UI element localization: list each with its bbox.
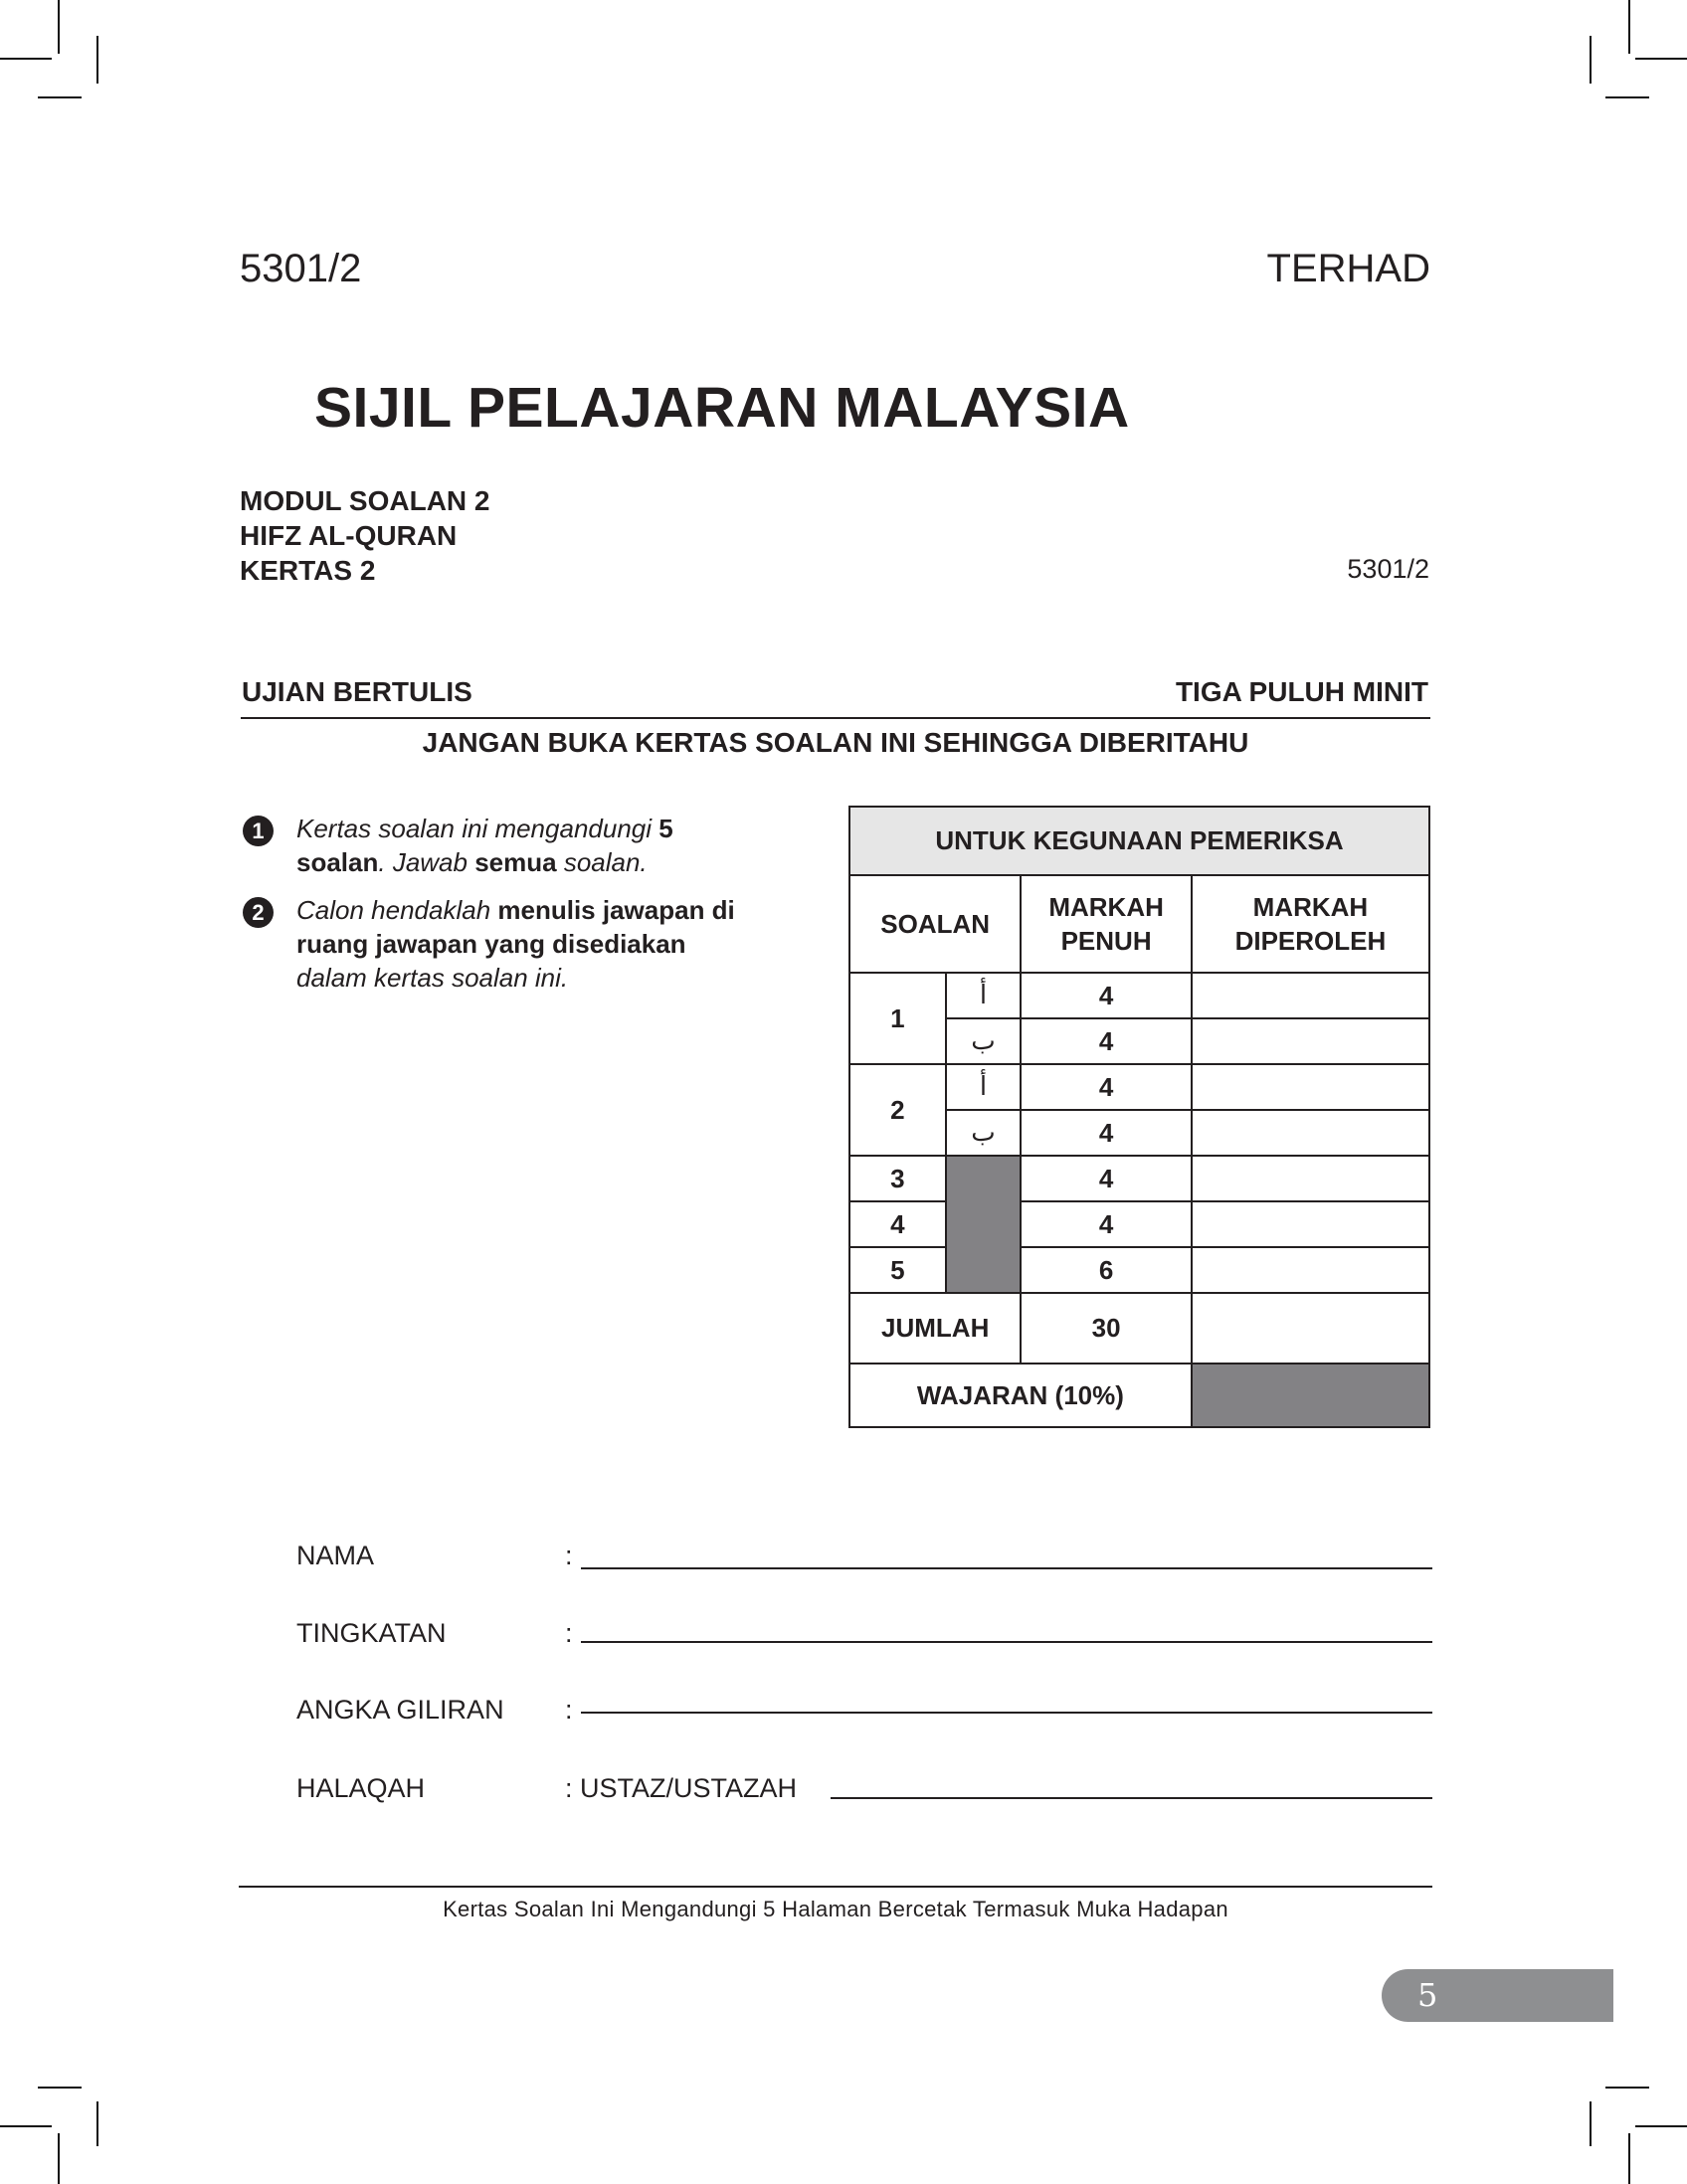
number-1-icon: 1: [243, 816, 274, 846]
halaqah-field[interactable]: [831, 1797, 1432, 1799]
crop-mark: [0, 58, 52, 60]
crop-mark: [58, 2133, 60, 2184]
paper-code: 5301/2: [240, 247, 362, 290]
full-marks: 4: [1021, 1018, 1191, 1064]
crop-mark: [1635, 58, 1687, 60]
obtained-marks-cell[interactable]: [1192, 1110, 1429, 1156]
crop-mark: [96, 36, 98, 84]
paper-line: KERTAS 2: [240, 555, 376, 586]
table-row: [849, 973, 1429, 1018]
full-marks: 6: [1021, 1247, 1191, 1293]
footer-note: Kertas Soalan Ini Mengandungi 5 Halaman Bercetak Termasuk Muka Hadapan: [443, 1897, 1228, 1921]
crop-mark: [1628, 2133, 1630, 2184]
crop-mark: [1590, 36, 1592, 84]
weight-label: WAJARAN (10%): [849, 1364, 1192, 1427]
question-number: 4: [849, 1201, 946, 1247]
exam-type: UJIAN BERTULIS: [242, 676, 472, 707]
page-title: SIJIL PELAJARAN MALAYSIA: [314, 376, 1130, 440]
instructions: [241, 812, 758, 1008]
crop-mark: [58, 0, 60, 54]
question-number: 3: [849, 1156, 946, 1201]
crop-mark: [1605, 2087, 1649, 2089]
name-label: NAMA: [296, 1541, 375, 1570]
paper-code-secondary: 5301/2: [1347, 554, 1429, 584]
table-row: [849, 1064, 1429, 1110]
crop-mark: [96, 2101, 98, 2146]
total-obtained-cell[interactable]: [1192, 1293, 1429, 1364]
shaded-cell: [946, 1156, 1022, 1293]
obtained-marks-cell[interactable]: [1192, 1018, 1429, 1064]
crop-mark: [1635, 2125, 1687, 2127]
full-marks: 4: [1021, 1201, 1191, 1247]
crop-mark: [1605, 96, 1649, 98]
full-marks: 4: [1021, 1156, 1191, 1201]
full-marks: 4: [1021, 973, 1191, 1018]
column-header-full-marks: MARKAH PENUH: [1021, 875, 1191, 973]
crop-mark: [38, 96, 82, 98]
classification-label: TERHAD: [1266, 247, 1430, 290]
name-field[interactable]: [581, 1567, 1432, 1569]
examiner-table: [848, 806, 1430, 1428]
obtained-marks-cell[interactable]: [1192, 1201, 1429, 1247]
exam-duration: TIGA PULUH MINIT: [1175, 676, 1428, 707]
full-marks: 4: [1021, 1110, 1191, 1156]
halaqah-label: HALAQAH: [296, 1773, 426, 1803]
form-field[interactable]: [581, 1641, 1432, 1643]
crop-mark: [1590, 2101, 1592, 2146]
table-row: [849, 1247, 1429, 1293]
total-label: JUMLAH: [849, 1293, 1021, 1364]
column-header-obtained-marks: MARKAH DIPEROLEH: [1192, 875, 1429, 973]
question-part: أ: [946, 973, 1022, 1018]
crop-mark: [0, 2125, 52, 2127]
table-title: UNTUK KEGUNAAN PEMERIKSA: [849, 807, 1429, 875]
crop-mark: [38, 2087, 82, 2089]
footer-divider: [239, 1886, 1432, 1888]
index-number-field[interactable]: [581, 1712, 1432, 1714]
page-number-tab: [1382, 1969, 1613, 2022]
crop-mark: [1628, 0, 1630, 54]
instruction-item: 1 Kertas soalan ini mengandungi 5 soalan. Jawab semua soalan.: [241, 812, 758, 879]
obtained-marks-cell[interactable]: [1192, 1247, 1429, 1293]
index-number-label: ANGKA GILIRAN: [296, 1695, 504, 1725]
weight-row: [849, 1364, 1429, 1427]
exam-warning: JANGAN BUKA KERTAS SOALAN INI SEHINGGA DIBERITAHU: [422, 727, 1249, 758]
module-line: MODUL SOALAN 2: [240, 485, 490, 516]
full-marks: 4: [1021, 1064, 1191, 1110]
module-info: [240, 483, 490, 588]
question-number: 5: [849, 1247, 946, 1293]
question-part: أ: [946, 1064, 1022, 1110]
form-label: TINGKATAN: [296, 1618, 447, 1648]
column-header-question: SOALAN: [849, 875, 1021, 973]
number-2-icon: 2: [243, 897, 274, 928]
table-row: [849, 1156, 1429, 1201]
question-part: ب: [946, 1018, 1022, 1064]
total-row: [849, 1293, 1429, 1364]
question-number: 1: [849, 973, 946, 1064]
obtained-marks-cell[interactable]: [1192, 973, 1429, 1018]
halaqah-prefix: : USTAZ/USTAZAH: [565, 1773, 798, 1803]
obtained-marks-cell[interactable]: [1192, 1156, 1429, 1201]
page-number: 5: [1417, 1976, 1438, 2014]
question-part: ب: [946, 1110, 1022, 1156]
question-number: 2: [849, 1064, 946, 1156]
obtained-marks-cell[interactable]: [1192, 1064, 1429, 1110]
table-row: [849, 1201, 1429, 1247]
instruction-item: 2 Calon hendaklah menulis jawapan di ruang jawapan yang disediakan dalam kertas soalan ini.: [241, 893, 758, 995]
subject-line: HIFZ AL-QURAN: [240, 520, 458, 551]
total-full-marks: 30: [1021, 1293, 1191, 1364]
shaded-cell: [1192, 1364, 1429, 1427]
divider: [241, 717, 1430, 719]
